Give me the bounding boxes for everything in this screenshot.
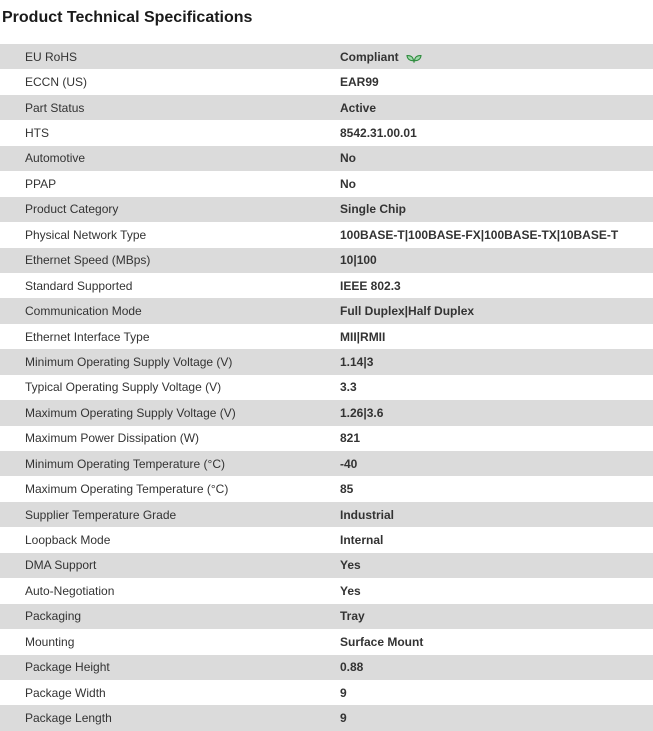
spec-label: Maximum Operating Supply Voltage (V) [25, 405, 236, 420]
spec-row [0, 655, 653, 680]
spec-value-text: 1.26|3.6 [340, 405, 384, 420]
spec-label: Loopback Mode [25, 533, 111, 548]
spec-value-text: 9 [340, 711, 347, 726]
spec-value-text: Internal [340, 533, 384, 548]
spec-value [340, 355, 653, 369]
spec-row [0, 273, 653, 298]
spec-row [0, 680, 653, 705]
spec-label: Standard Supported [25, 278, 133, 293]
spec-label: EU RoHS [25, 49, 78, 64]
spec-label: Package Width [25, 685, 106, 700]
spec-value-text: 3.3 [340, 380, 357, 395]
spec-row [0, 502, 653, 527]
spec-value-text: Industrial [340, 507, 395, 522]
spec-row [0, 349, 653, 374]
spec-label: DMA Support [25, 558, 97, 573]
spec-value [340, 279, 653, 293]
spec-label: Communication Mode [25, 304, 142, 319]
spec-label: Minimum Operating Supply Voltage (V) [25, 354, 233, 369]
spec-row [0, 604, 653, 629]
spec-row [0, 527, 653, 552]
spec-label: Ethernet Interface Type [25, 329, 150, 344]
spec-value [340, 457, 653, 471]
spec-value [340, 126, 653, 140]
spec-value-text: Single Chip [340, 202, 406, 217]
spec-value-text: Tray [340, 609, 365, 624]
spec-value-text: 10|100 [340, 253, 377, 268]
spec-value [340, 660, 653, 674]
spec-row [0, 705, 653, 730]
spec-value-text: Yes [340, 558, 361, 573]
spec-label: Product Category [25, 202, 119, 217]
spec-value [340, 151, 653, 165]
spec-row [0, 298, 653, 323]
spec-row [0, 553, 653, 578]
spec-row [0, 248, 653, 273]
spec-value [340, 533, 653, 547]
spec-value-text: 100BASE-T|100BASE-FX|100BASE-TX|10BASE-T [340, 227, 619, 242]
spec-label: Physical Network Type [25, 227, 147, 242]
spec-value [340, 101, 653, 115]
spec-label: Minimum Operating Temperature (°C) [25, 456, 225, 471]
spec-row [0, 400, 653, 425]
spec-row [0, 476, 653, 501]
spec-row [0, 95, 653, 120]
spec-value-text: Surface Mount [340, 634, 424, 649]
spec-value [340, 228, 653, 242]
spec-label: Package Height [25, 660, 110, 675]
spec-value-text: EAR99 [340, 75, 379, 90]
spec-value-text: Compliant [340, 49, 399, 64]
spec-label: Packaging [25, 609, 82, 624]
spec-row [0, 120, 653, 145]
spec-label: Supplier Temperature Grade [25, 507, 177, 522]
spec-row [0, 197, 653, 222]
spec-label: Maximum Operating Temperature (°C) [25, 482, 229, 497]
spec-label: Maximum Power Dissipation (W) [25, 431, 200, 446]
spec-value-text: MII|RMII [340, 329, 386, 344]
spec-value [340, 50, 653, 64]
spec-value [340, 75, 653, 89]
spec-row [0, 324, 653, 349]
spec-row [0, 69, 653, 94]
spec-value-text: -40 [340, 456, 358, 471]
spec-value [340, 380, 653, 394]
spec-row [0, 451, 653, 476]
spec-value-text: 8542.31.00.01 [340, 126, 417, 141]
spec-value [340, 431, 653, 445]
spec-value-text: 1.14|3 [340, 354, 374, 369]
spec-value [340, 635, 653, 649]
spec-value-text: No [340, 151, 356, 166]
spec-label: Automotive [25, 151, 86, 166]
spec-value [340, 253, 653, 267]
spec-value [340, 406, 653, 420]
spec-value-text: 0.88 [340, 660, 364, 675]
spec-value [340, 609, 653, 623]
spec-label: ECCN (US) [25, 75, 87, 90]
spec-row [0, 375, 653, 400]
spec-row [0, 146, 653, 171]
spec-label: PPAP [25, 176, 57, 191]
spec-row [0, 171, 653, 196]
spec-value-text: No [340, 176, 356, 191]
spec-row [0, 222, 653, 247]
spec-value [340, 508, 653, 522]
spec-value [340, 584, 653, 598]
spec-value-text: Full Duplex|Half Duplex [340, 304, 475, 319]
spec-value-text: Active [340, 100, 377, 115]
spec-value [340, 711, 653, 725]
spec-row [0, 629, 653, 654]
spec-table [0, 44, 653, 731]
spec-label: Typical Operating Supply Voltage (V) [25, 380, 222, 395]
spec-row [0, 44, 653, 69]
spec-label: Auto-Negotiation [25, 583, 115, 598]
spec-label: Package Length [25, 711, 112, 726]
spec-value-text: 9 [340, 685, 347, 700]
spec-label: Part Status [25, 100, 85, 115]
spec-row [0, 578, 653, 603]
spec-value-text: 85 [340, 482, 354, 497]
spec-value [340, 304, 653, 318]
leaf-icon [406, 50, 422, 63]
page-title: Product Technical Specifications [2, 9, 253, 26]
spec-value-text: Yes [340, 583, 361, 598]
spec-label: Mounting [25, 634, 75, 649]
spec-row [0, 426, 653, 451]
spec-label: HTS [25, 126, 49, 141]
spec-value [340, 686, 653, 700]
spec-value [340, 482, 653, 496]
spec-value [340, 558, 653, 572]
spec-value-text: IEEE 802.3 [340, 278, 401, 293]
spec-label: Ethernet Speed (MBps) [25, 253, 151, 268]
spec-value-text: 821 [340, 431, 361, 446]
spec-value [340, 330, 653, 344]
spec-value [340, 177, 653, 191]
spec-value [340, 202, 653, 216]
